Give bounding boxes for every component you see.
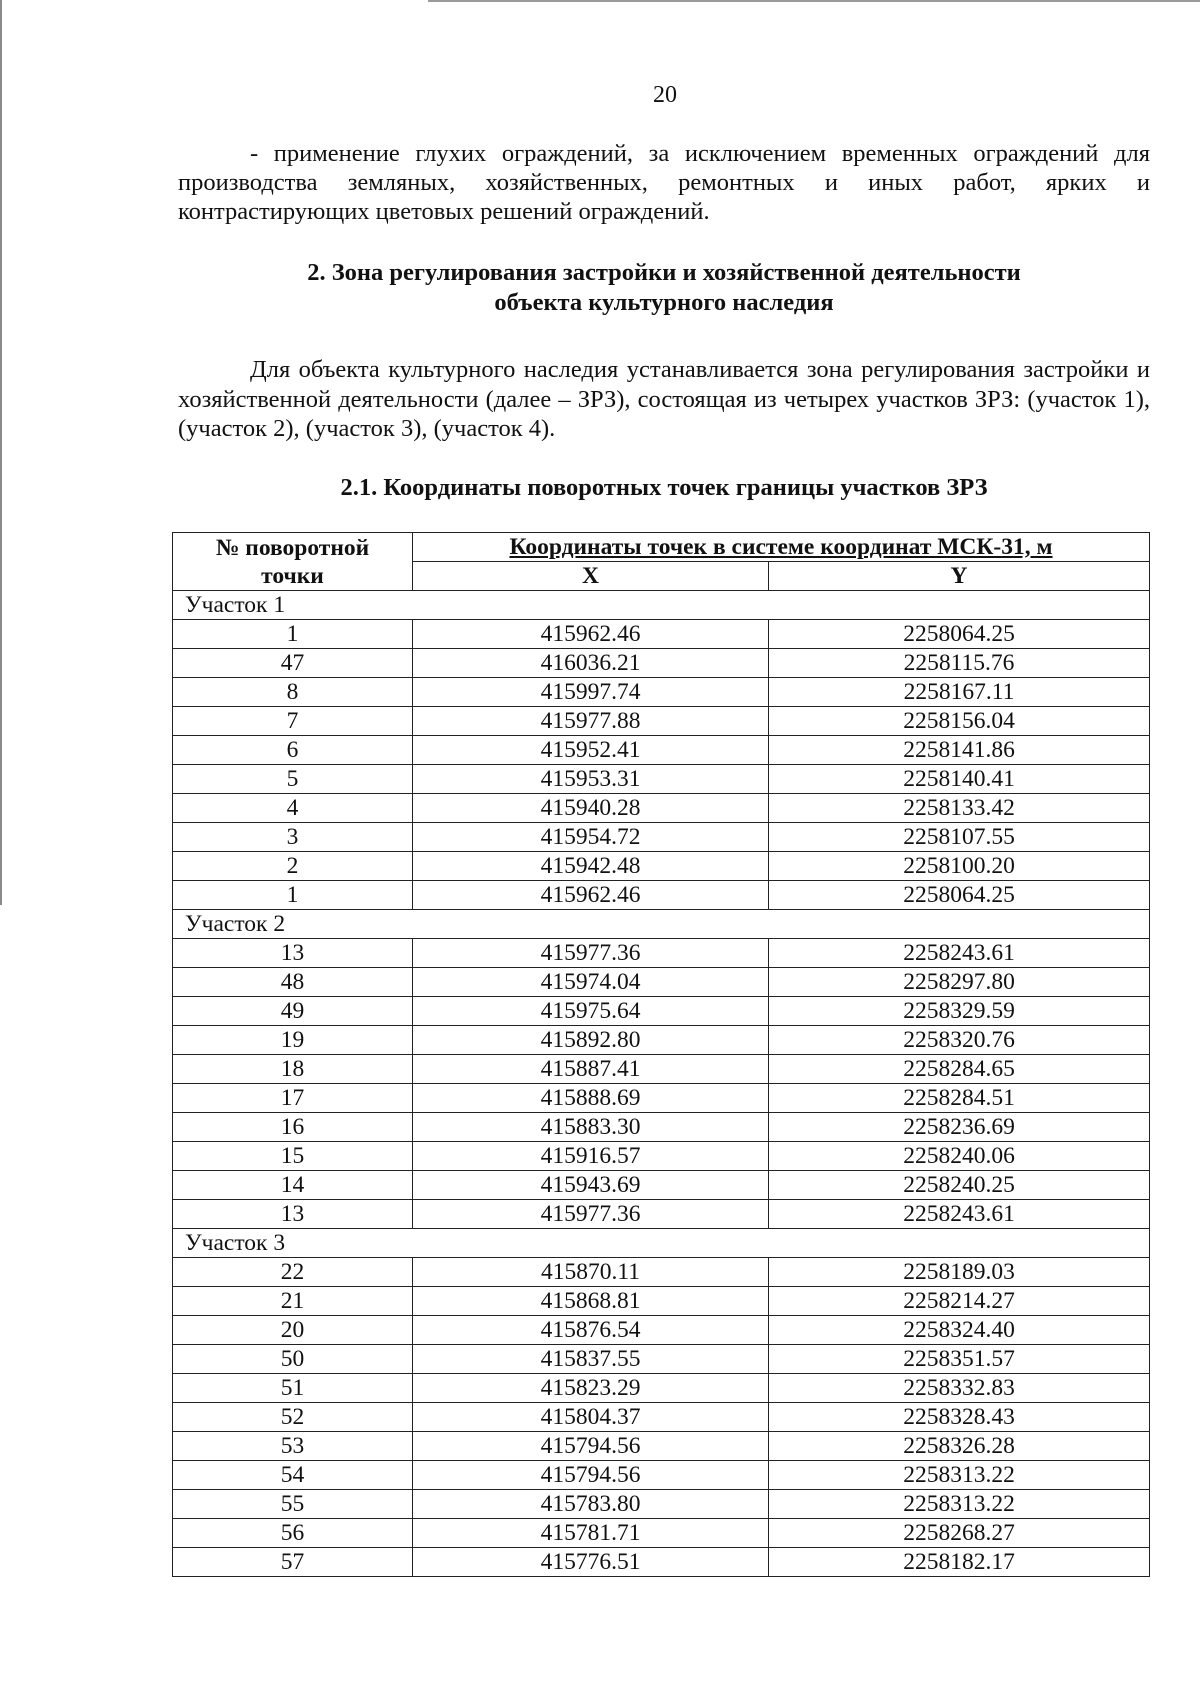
table-header-row bbox=[173, 533, 1150, 562]
table-row bbox=[173, 1055, 1150, 1084]
table-row bbox=[173, 1113, 1150, 1142]
y-coordinate-cell: 2258236.69 bbox=[769, 1113, 1150, 1142]
table-body bbox=[173, 591, 1150, 1577]
y-coordinate-cell: 2258332.83 bbox=[769, 1374, 1150, 1403]
table-row bbox=[173, 1142, 1150, 1171]
point-number-cell: 21 bbox=[173, 1287, 413, 1316]
point-number-cell: 22 bbox=[173, 1258, 413, 1287]
section-title: Участок 1 bbox=[173, 591, 1150, 620]
x-coordinate-cell: 415953.31 bbox=[413, 765, 769, 794]
section-row bbox=[173, 910, 1150, 939]
y-coordinate-cell: 2258100.20 bbox=[769, 852, 1150, 881]
y-coordinate-cell: 2258064.25 bbox=[769, 620, 1150, 649]
section-heading-line1: 2. Зона регулирования застройки и хозяйственной деятельности bbox=[307, 259, 1021, 286]
x-coordinate-cell: 415870.11 bbox=[413, 1258, 769, 1287]
point-number-cell: 15 bbox=[173, 1142, 413, 1171]
x-coordinate-cell: 415892.80 bbox=[413, 1026, 769, 1055]
x-coordinate-cell: 415975.64 bbox=[413, 997, 769, 1026]
y-coordinate-cell: 2258284.51 bbox=[769, 1084, 1150, 1113]
table-row bbox=[173, 1374, 1150, 1403]
point-number-cell: 7 bbox=[173, 707, 413, 736]
x-coordinate-cell: 415916.57 bbox=[413, 1142, 769, 1171]
y-coordinate-cell: 2258268.27 bbox=[769, 1519, 1150, 1548]
header-coordinates: Координаты точек в системе координат МСК-31, м bbox=[413, 533, 1150, 562]
x-coordinate-cell: 415952.41 bbox=[413, 736, 769, 765]
y-coordinate-cell: 2258351.57 bbox=[769, 1345, 1150, 1374]
subsection-heading: 2.1. Координаты поворотных точек границы участков ЗРЗ bbox=[340, 474, 988, 501]
table-row bbox=[173, 794, 1150, 823]
y-coordinate-cell: 2258328.43 bbox=[769, 1403, 1150, 1432]
table-row bbox=[173, 707, 1150, 736]
x-coordinate-cell: 415887.41 bbox=[413, 1055, 769, 1084]
point-number-cell: 1 bbox=[173, 881, 413, 910]
y-coordinate-cell: 2258189.03 bbox=[769, 1258, 1150, 1287]
table-row bbox=[173, 1200, 1150, 1229]
table-row bbox=[173, 1258, 1150, 1287]
x-coordinate-cell: 415783.80 bbox=[413, 1490, 769, 1519]
x-coordinate-cell: 415804.37 bbox=[413, 1403, 769, 1432]
section-heading-line2: объекта культурного наследия bbox=[494, 289, 834, 316]
table-row bbox=[173, 1171, 1150, 1200]
section-title: Участок 2 bbox=[173, 910, 1150, 939]
header-point-number bbox=[173, 533, 413, 591]
point-number-cell: 8 bbox=[173, 678, 413, 707]
x-coordinate-cell: 415883.30 bbox=[413, 1113, 769, 1142]
y-coordinate-cell: 2258324.40 bbox=[769, 1316, 1150, 1345]
y-coordinate-cell: 2258284.65 bbox=[769, 1055, 1150, 1084]
y-coordinate-cell: 2258133.42 bbox=[769, 794, 1150, 823]
point-number-cell: 55 bbox=[173, 1490, 413, 1519]
table-row bbox=[173, 1519, 1150, 1548]
y-coordinate-cell: 2258313.22 bbox=[769, 1490, 1150, 1519]
table-row bbox=[173, 939, 1150, 968]
y-coordinate-cell: 2258313.22 bbox=[769, 1461, 1150, 1490]
table-row bbox=[173, 1084, 1150, 1113]
y-coordinate-cell: 2258297.80 bbox=[769, 968, 1150, 997]
table-row bbox=[173, 852, 1150, 881]
y-coordinate-cell: 2258156.04 bbox=[769, 707, 1150, 736]
table-row bbox=[173, 997, 1150, 1026]
y-coordinate-cell: 2258182.17 bbox=[769, 1548, 1150, 1577]
point-number-cell: 3 bbox=[173, 823, 413, 852]
y-coordinate-cell: 2258326.28 bbox=[769, 1432, 1150, 1461]
table-row bbox=[173, 1316, 1150, 1345]
x-coordinate-cell: 415794.56 bbox=[413, 1432, 769, 1461]
table-row bbox=[173, 1403, 1150, 1432]
table-row bbox=[173, 620, 1150, 649]
x-coordinate-cell: 415997.74 bbox=[413, 678, 769, 707]
x-coordinate-cell: 415823.29 bbox=[413, 1374, 769, 1403]
y-coordinate-cell: 2258240.25 bbox=[769, 1171, 1150, 1200]
header-x: X bbox=[413, 562, 769, 591]
x-coordinate-cell: 415943.69 bbox=[413, 1171, 769, 1200]
point-number-cell: 1 bbox=[173, 620, 413, 649]
scan-edge-left bbox=[0, 0, 2, 905]
point-number-cell: 51 bbox=[173, 1374, 413, 1403]
x-coordinate-cell: 415940.28 bbox=[413, 794, 769, 823]
y-coordinate-cell: 2258214.27 bbox=[769, 1287, 1150, 1316]
x-coordinate-cell: 415962.46 bbox=[413, 620, 769, 649]
x-coordinate-cell: 415977.88 bbox=[413, 707, 769, 736]
y-coordinate-cell: 2258141.86 bbox=[769, 736, 1150, 765]
x-coordinate-cell: 415977.36 bbox=[413, 939, 769, 968]
point-number-cell: 57 bbox=[173, 1548, 413, 1577]
y-coordinate-cell: 2258140.41 bbox=[769, 765, 1150, 794]
table-row bbox=[173, 736, 1150, 765]
point-number-cell: 4 bbox=[173, 794, 413, 823]
section-row bbox=[173, 591, 1150, 620]
point-number-cell: 53 bbox=[173, 1432, 413, 1461]
description-paragraph: Для объекта культурного наследия устанавливается зона регулирования застройки и хозяйственной деятельности (далее – ЗРЗ), состоящая из четырех участков ЗРЗ: (участок 1), (участок 2), (участок 3), (участок 4). bbox=[178, 356, 1150, 442]
x-coordinate-cell: 415888.69 bbox=[413, 1084, 769, 1113]
section-row bbox=[173, 1229, 1150, 1258]
point-number-cell: 16 bbox=[173, 1113, 413, 1142]
y-coordinate-cell: 2258320.76 bbox=[769, 1026, 1150, 1055]
point-number-cell: 19 bbox=[173, 1026, 413, 1055]
x-coordinate-cell: 415837.55 bbox=[413, 1345, 769, 1374]
point-number-cell: 6 bbox=[173, 736, 413, 765]
table-row bbox=[173, 765, 1150, 794]
table-row bbox=[173, 1548, 1150, 1577]
coordinates-table bbox=[172, 532, 1150, 1577]
y-coordinate-cell: 2258064.25 bbox=[769, 881, 1150, 910]
x-coordinate-cell: 415977.36 bbox=[413, 1200, 769, 1229]
section-title: Участок 3 bbox=[173, 1229, 1150, 1258]
table-row bbox=[173, 1490, 1150, 1519]
intro-paragraph: - применение глухих ограждений, за исключением временных ограждений для производства земляных, хозяйственных, ремонтных и иных работ, ярких и контрастирующих цветовых решений ограждений. bbox=[178, 140, 1150, 225]
point-number-cell: 50 bbox=[173, 1345, 413, 1374]
table-row bbox=[173, 678, 1150, 707]
page-number: 20 bbox=[653, 82, 677, 108]
point-number-cell: 5 bbox=[173, 765, 413, 794]
point-number-cell: 18 bbox=[173, 1055, 413, 1084]
point-number-cell: 20 bbox=[173, 1316, 413, 1345]
x-coordinate-cell: 415942.48 bbox=[413, 852, 769, 881]
point-number-cell: 13 bbox=[173, 939, 413, 968]
header-point-line1: № поворотной bbox=[215, 534, 370, 561]
x-coordinate-cell: 415794.56 bbox=[413, 1461, 769, 1490]
x-coordinate-cell: 415962.46 bbox=[413, 881, 769, 910]
point-number-cell: 13 bbox=[173, 1200, 413, 1229]
point-number-cell: 14 bbox=[173, 1171, 413, 1200]
y-coordinate-cell: 2258243.61 bbox=[769, 1200, 1150, 1229]
scan-edge-top bbox=[428, 0, 1200, 2]
header-y: Y bbox=[769, 562, 1150, 591]
table-row bbox=[173, 1345, 1150, 1374]
x-coordinate-cell: 415776.51 bbox=[413, 1548, 769, 1577]
y-coordinate-cell: 2258329.59 bbox=[769, 997, 1150, 1026]
y-coordinate-cell: 2258243.61 bbox=[769, 939, 1150, 968]
table-row bbox=[173, 649, 1150, 678]
section-heading bbox=[178, 258, 1150, 318]
y-coordinate-cell: 2258240.06 bbox=[769, 1142, 1150, 1171]
x-coordinate-cell: 415781.71 bbox=[413, 1519, 769, 1548]
table-row bbox=[173, 1287, 1150, 1316]
y-coordinate-cell: 2258115.76 bbox=[769, 649, 1150, 678]
x-coordinate-cell: 415974.04 bbox=[413, 968, 769, 997]
table-row bbox=[173, 1461, 1150, 1490]
x-coordinate-cell: 415868.81 bbox=[413, 1287, 769, 1316]
point-number-cell: 54 bbox=[173, 1461, 413, 1490]
table-row bbox=[173, 1026, 1150, 1055]
x-coordinate-cell: 415954.72 bbox=[413, 823, 769, 852]
point-number-cell: 56 bbox=[173, 1519, 413, 1548]
point-number-cell: 2 bbox=[173, 852, 413, 881]
x-coordinate-cell: 416036.21 bbox=[413, 649, 769, 678]
table-row bbox=[173, 881, 1150, 910]
x-coordinate-cell: 415876.54 bbox=[413, 1316, 769, 1345]
header-point-line2: точки bbox=[261, 562, 324, 589]
table-row bbox=[173, 823, 1150, 852]
point-number-cell: 48 bbox=[173, 968, 413, 997]
table-row bbox=[173, 968, 1150, 997]
point-number-cell: 17 bbox=[173, 1084, 413, 1113]
point-number-cell: 49 bbox=[173, 997, 413, 1026]
y-coordinate-cell: 2258107.55 bbox=[769, 823, 1150, 852]
y-coordinate-cell: 2258167.11 bbox=[769, 678, 1150, 707]
point-number-cell: 52 bbox=[173, 1403, 413, 1432]
point-number-cell: 47 bbox=[173, 649, 413, 678]
table-row bbox=[173, 1432, 1150, 1461]
